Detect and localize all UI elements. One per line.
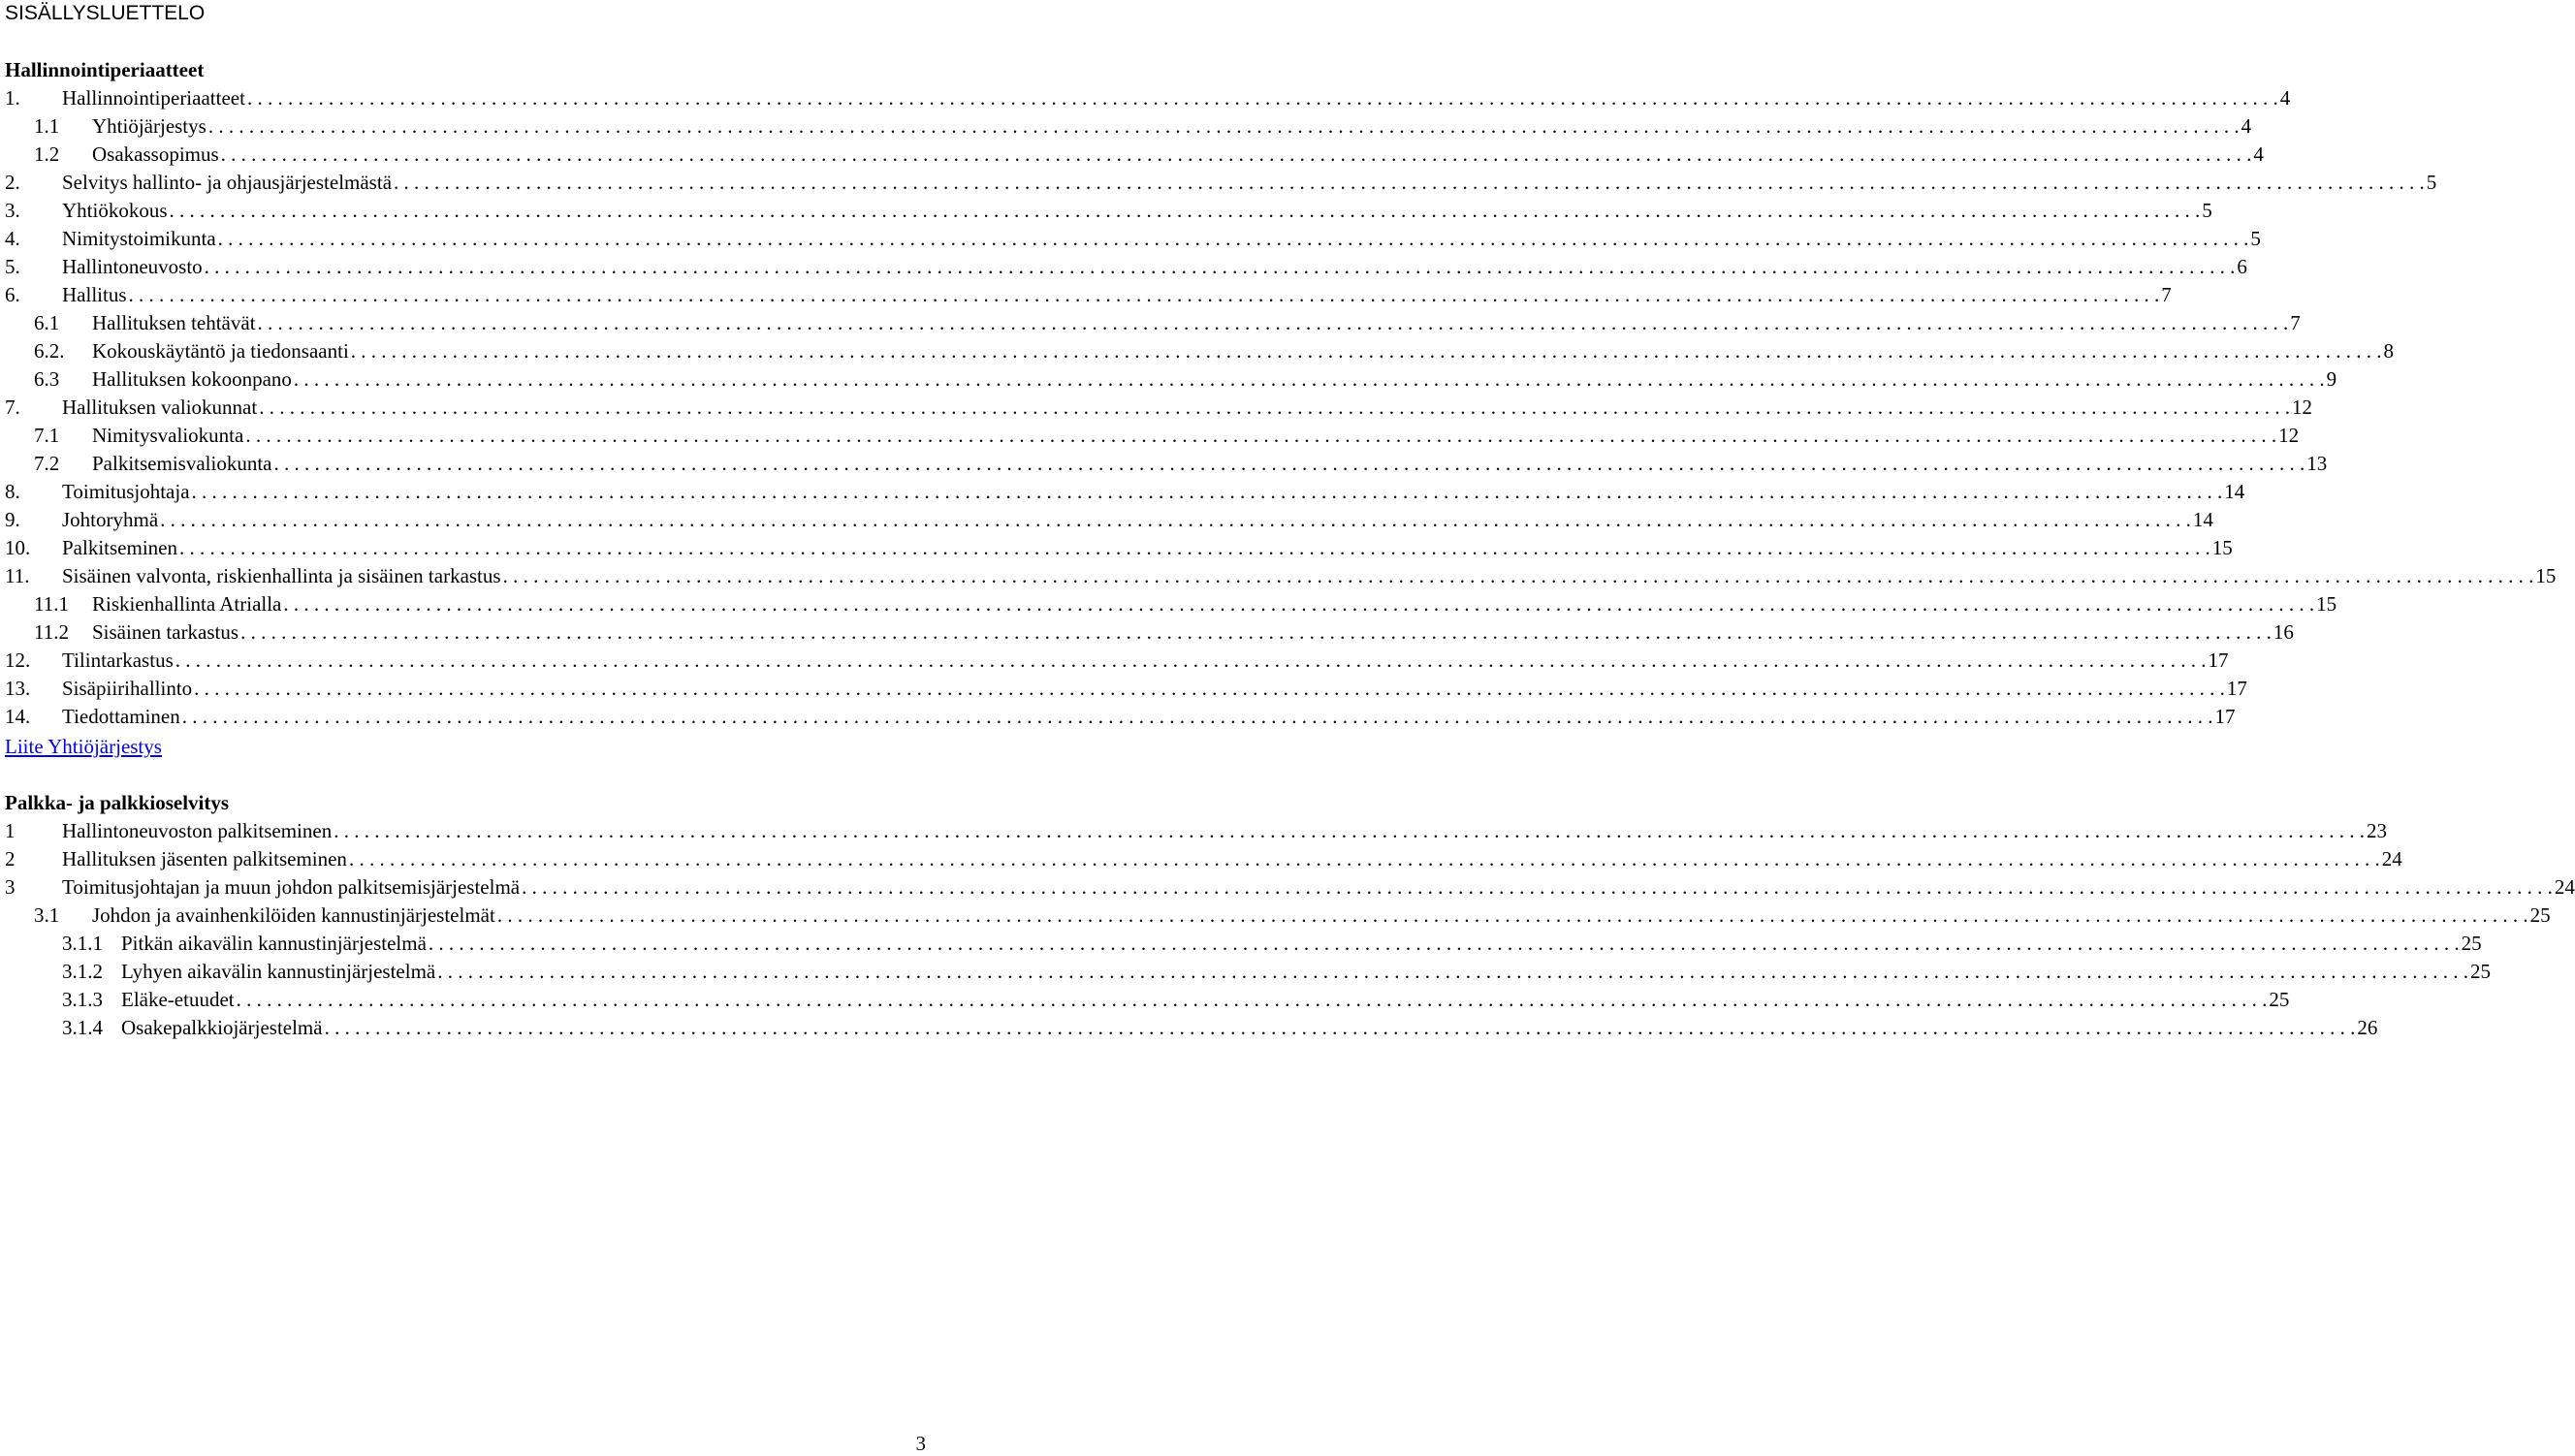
toc-entry-title: Hallituksen jäsenten palkitseminen	[62, 847, 347, 870]
dot-leader: . . . . . . . . . . . . . . . . . . . . . . . . . . . . . . . . . . . . . . . . . . . . . . . . . . . . . . . . . . . . . . . . . . . . . . . . . . . . . . . . . . . . . . . . . . . . . . . . . . . . . . . . . . . . . . . . . . . . . . . . . . . . . . . . . . . . . . . . . . . . . . . . . . . . . . . . . . . . . . . . . . . . . . . . . . . . . . . . . . . . . . . . . . . . . . . . . . . . . . . .	[194, 677, 2225, 700]
toc-entry-title: Eläke-etuudet	[121, 988, 235, 1011]
toc-entry-title: Selvitys hallinto- ja ohjausjärjestelmästä	[62, 171, 393, 194]
toc-entry-page: 7	[2290, 311, 2301, 334]
toc-entry-title: Pitkän aikavälin kannustinjärjestelmä	[121, 932, 427, 955]
toc-entry-page: 13	[2306, 452, 2328, 475]
toc-entry[interactable]	[5, 535, 2233, 563]
toc-entry[interactable]	[5, 987, 2290, 1015]
toc-entry-number: 4.	[5, 227, 20, 250]
toc-entry-page: 14	[2192, 508, 2213, 531]
toc-entry-title: Nimitysvaliokunta	[92, 424, 244, 447]
toc-entry-number: 7.1	[34, 424, 60, 447]
toc-entry-page: 4	[2241, 114, 2252, 138]
toc-entry[interactable]	[5, 254, 2247, 282]
toc-entry-page: 5	[2202, 199, 2212, 222]
toc-entry-title: Palkitseminen	[62, 536, 177, 559]
toc-entry-page: 24	[2554, 875, 2575, 899]
toc-entry-number: 11.2	[34, 620, 69, 644]
toc-entry-title: Osakepalkkiojärjestelmä	[121, 1016, 323, 1039]
toc-entry-number: 14.	[5, 705, 31, 728]
toc-entry-page: 17	[2226, 677, 2247, 700]
toc-entry[interactable]	[5, 1015, 2378, 1043]
dot-leader: . . . . . . . . . . . . . . . . . . . . . . . . . . . . . . . . . . . . . . . . . . . . . . . . . . . . . . . . . . . . . . . . . . . . . . . . . . . . . . . . . . . . . . . . . . . . . . . . . . . . . . . . . . . . . . . . . . . . . . . . . . . . . . . . . . . . . . . . . . . . . . . . . . . . . . . . . . . . . . . . . . . . . . . . . . . . . . . . . . . . . . . . . . . . . . . . . . . . . . . .	[179, 536, 2210, 559]
toc-entry[interactable]	[5, 704, 2236, 732]
toc-entry-title: Hallituksen valiokunnat	[62, 396, 258, 419]
section-title-remuneration: Palkka- ja palkkioselvitys	[5, 791, 230, 814]
toc-entry-page: 26	[2357, 1016, 2378, 1039]
toc-entry-number: 1.	[5, 86, 20, 110]
toc-entry-title: Johdon ja avainhenkilöiden kannustinjärjestelmät	[92, 903, 495, 927]
toc-entry[interactable]	[5, 818, 2387, 846]
page-number: 3	[915, 1432, 926, 1455]
dot-leader: . . . . . . . . . . . . . . . . . . . . . . . . . . . . . . . . . . . . . . . . . . . . . . . . . . . . . . . . . . . . . . . . . . . . . . . . . . . . . . . . . . . . . . . . . . . . . . . . . . . . . . . . . . . . . . . . . . . . . . . . . . . . . . . . . . . . . . . . . . . . . . . . . . . . . . . . . . . . . . . . . . . . . . . . . . . . . . . . . . . . . . . . . . . . . . . . . . . . . . . .	[240, 620, 2272, 644]
toc-entry-title: Hallituksen kokoonpano	[92, 367, 292, 391]
dot-leader: . . . . . . . . . . . . . . . . . . . . . . . . . . . . . . . . . . . . . . . . . . . . . . . . . . . . . . . . . . . . . . . . . . . . . . . . . . . . . . . . . . . . . . . . . . . . . . . . . . . . . . . . . . . . . . . . . . . . . . . . . . . . . . . . . . . . . . . . . . . . . . . . . . . . . . . . . . . . . . . . . . . . . . . . . . . . . . . . . . . . . . . . . . . . . . . . . . . . . . . .	[428, 932, 2460, 955]
toc-entry-title: Yhtiöjärjestys	[92, 114, 207, 138]
toc-entry[interactable]	[5, 874, 2575, 902]
toc-entry-page: 17	[2214, 705, 2236, 728]
dot-leader: . . . . . . . . . . . . . . . . . . . . . . . . . . . . . . . . . . . . . . . . . . . . . . . . . . . . . . . . . . . . . . . . . . . . . . . . . . . . . . . . . . . . . . . . . . . . . . . . . . . . . . . . . . . . . . . . . . . . . . . . . . . . . . . . . . . . . . . . . . . . . . . . . . . . . . . . . . . . . . . . . . . . . . . . . . . . . . . . . . . . . . . . . . . . . . . . . . . . . . . .	[394, 171, 2425, 194]
toc-entry-page: 12	[2278, 424, 2300, 447]
toc-entry[interactable]	[5, 423, 2300, 451]
toc-entry-number: 1.2	[34, 142, 60, 166]
dot-leader: . . . . . . . . . . . . . . . . . . . . . . . . . . . . . . . . . . . . . . . . . . . . . . . . . . . . . . . . . . . . . . . . . . . . . . . . . . . . . . . . . . . . . . . . . . . . . . . . . . . . . . . . . . . . . . . . . . . . . . . . . . . . . . . . . . . . . . . . . . . . . . . . . . . . . . . . . . . . . . . . . . . . . . . . . . . . . . . . . . . . . . . . . . . . . . . . . . . . . . . .	[128, 283, 2160, 306]
toc-entry[interactable]	[5, 310, 2301, 338]
toc-entry-title: Toimitusjohtaja	[62, 480, 190, 503]
toc-entry-number: 6.	[5, 283, 20, 306]
dot-leader: . . . . . . . . . . . . . . . . . . . . . . . . . . . . . . . . . . . . . . . . . . . . . . . . . . . . . . . . . . . . . . . . . . . . . . . . . . . . . . . . . . . . . . . . . . . . . . . . . . . . . . . . . . . . . . . . . . . . . . . . . . . . . . . . . . . . . . . . . . . . . . . . . . . . . . . . . . . . . . . . . . . . . . . . . . . . . . . . . . . . . . . . . . . . . . . . . . . . . . . .	[245, 424, 2277, 447]
toc-entry-title: Tilintarkastus	[62, 649, 174, 672]
toc-entry-page: 15	[2316, 592, 2337, 616]
toc-entry[interactable]	[5, 619, 2294, 648]
toc-entry-number: 2	[5, 847, 16, 870]
toc-entry[interactable]	[5, 198, 2212, 226]
dot-leader: . . . . . . . . . . . . . . . . . . . . . . . . . . . . . . . . . . . . . . . . . . . . . . . . . . . . . . . . . . . . . . . . . . . . . . . . . . . . . . . . . . . . . . . . . . . . . . . . . . . . . . . . . . . . . . . . . . . . . . . . . . . . . . . . . . . . . . . . . . . . . . . . . . . . . . . . . . . . . . . . . . . . . . . . . . . . . . . . . . . . . . . . . . . . . . . . . . . . . . . .	[334, 819, 2365, 842]
dot-leader: . . . . . . . . . . . . . . . . . . . . . . . . . . . . . . . . . . . . . . . . . . . . . . . . . . . . . . . . . . . . . . . . . . . . . . . . . . . . . . . . . . . . . . . . . . . . . . . . . . . . . . . . . . . . . . . . . . . . . . . . . . . . . . . . . . . . . . . . . . . . . . . . . . . . . . . . . . . . . . . . . . . . . . . . . . . . . . . . . . . . . . . . . . . . . . . . . . . . . . . .	[273, 452, 2305, 475]
dot-leader: . . . . . . . . . . . . . . . . . . . . . . . . . . . . . . . . . . . . . . . . . . . . . . . . . . . . . . . . . . . . . . . . . . . . . . . . . . . . . . . . . . . . . . . . . . . . . . . . . . . . . . . . . . . . . . . . . . . . . . . . . . . . . . . . . . . . . . . . . . . . . . . . . . . . . . . . . . . . . . . . . . . . . . . . . . . . . . . . . . . . . . . . . . . . . . . . . . . . . . . .	[350, 339, 2382, 363]
toc-entry-number: 6.3	[34, 367, 60, 391]
toc-entry-page: 17	[2208, 649, 2229, 672]
toc-entry[interactable]	[5, 591, 2337, 619]
toc-entry-title: Sisäinen tarkastus	[92, 620, 239, 644]
toc-entry-title: Hallinnointiperiaatteet	[62, 86, 245, 110]
toc-entry[interactable]	[5, 931, 2482, 959]
dot-leader: . . . . . . . . . . . . . . . . . . . . . . . . . . . . . . . . . . . . . . . . . . . . . . . . . . . . . . . . . . . . . . . . . . . . . . . . . . . . . . . . . . . . . . . . . . . . . . . . . . . . . . . . . . . . . . . . . . . . . . . . . . . . . . . . . . . . . . . . . . . . . . . . . . . . . . . . . . . . . . . . . . . . . . . . . . . . . . . . . . . . . . . . . . . . . . . . . . . . . . . .	[259, 396, 2290, 419]
toc-entry[interactable]	[5, 479, 2245, 507]
dot-leader: . . . . . . . . . . . . . . . . . . . . . . . . . . . . . . . . . . . . . . . . . . . . . . . . . . . . . . . . . . . . . . . . . . . . . . . . . . . . . . . . . . . . . . . . . . . . . . . . . . . . . . . . . . . . . . . . . . . . . . . . . . . . . . . . . . . . . . . . . . . . . . . . . . . . . . . . . . . . . . . . . . . . . . . . . . . . . . . . . . . . . . . . . . . . . . . . . . . . . . . .	[324, 1016, 2356, 1039]
toc-entry-title: Sisäinen valvonta, riskienhallinta ja sisäinen tarkastus	[62, 564, 501, 587]
dot-leader: . . . . . . . . . . . . . . . . . . . . . . . . . . . . . . . . . . . . . . . . . . . . . . . . . . . . . . . . . . . . . . . . . . . . . . . . . . . . . . . . . . . . . . . . . . . . . . . . . . . . . . . . . . . . . . . . . . . . . . . . . . . . . . . . . . . . . . . . . . . . . . . . . . . . . . . . . . . . . . . . . . . . . . . . . . . . . . . . . . . . . . . . . . . . . . . . . . . . . . . .	[496, 903, 2528, 927]
toc-entry-title: Nimitystoimikunta	[62, 227, 216, 250]
toc-entry-number: 3.1.1	[62, 932, 103, 955]
toc-entry-number: 3.1.2	[62, 960, 103, 983]
dot-leader: . . . . . . . . . . . . . . . . . . . . . . . . . . . . . . . . . . . . . . . . . . . . . . . . . . . . . . . . . . . . . . . . . . . . . . . . . . . . . . . . . . . . . . . . . . . . . . . . . . . . . . . . . . . . . . . . . . . . . . . . . . . . . . . . . . . . . . . . . . . . . . . . . . . . . . . . . . . . . . . . . . . . . . . . . . . . . . . . . . . . . . . . . . . . . . . . . . . . . . . .	[217, 227, 2249, 250]
toc-entry[interactable]	[5, 846, 2402, 874]
toc-entry-title: Yhtiökokous	[62, 199, 168, 222]
toc-entry-page: 9	[2326, 367, 2337, 391]
toc-entry-title: Sisäpiirihallinto	[62, 677, 193, 700]
toc-entry-number: 2.	[5, 171, 20, 194]
toc-entry-page: 12	[2291, 396, 2312, 419]
toc-entry[interactable]	[5, 676, 2247, 704]
dot-leader: . . . . . . . . . . . . . . . . . . . . . . . . . . . . . . . . . . . . . . . . . . . . . . . . . . . . . . . . . . . . . . . . . . . . . . . . . . . . . . . . . . . . . . . . . . . . . . . . . . . . . . . . . . . . . . . . . . . . . . . . . . . . . . . . . . . . . . . . . . . . . . . . . . . . . . . . . . . . . . . . . . . . . . . . . . . . . . . . . . . . . . . . . . . . . . . . . . . . . . . .	[236, 988, 2268, 1011]
toc-entry[interactable]	[5, 226, 2261, 254]
toc-entry-number: 13.	[5, 677, 31, 700]
dot-leader: . . . . . . . . . . . . . . . . . . . . . . . . . . . . . . . . . . . . . . . . . . . . . . . . . . . . . . . . . . . . . . . . . . . . . . . . . . . . . . . . . . . . . . . . . . . . . . . . . . . . . . . . . . . . . . . . . . . . . . . . . . . . . . . . . . . . . . . . . . . . . . . . . . . . . . . . . . . . . . . . . . . . . . . . . . . . . . . . . . . . . . . . . . . . . . . . . . . . . . . .	[220, 142, 2252, 166]
toc-entry[interactable]	[5, 113, 2252, 142]
toc-entry-page: 5	[2426, 171, 2437, 194]
toc-entry-number: 3.1.4	[62, 1016, 103, 1039]
section-title-governance: Hallinnointiperiaatteet	[5, 58, 205, 81]
toc-entry-title: Kokouskäytäntö ja tiedonsaanti	[92, 339, 349, 363]
dot-leader: . . . . . . . . . . . . . . . . . . . . . . . . . . . . . . . . . . . . . . . . . . . . . . . . . . . . . . . . . . . . . . . . . . . . . . . . . . . . . . . . . . . . . . . . . . . . . . . . . . . . . . . . . . . . . . . . . . . . . . . . . . . . . . . . . . . . . . . . . . . . . . . . . . . . . . . . . . . . . . . . . . . . . . . . . . . . . . . . . . . . . . . . . . . . . . . . . . . . . . . .	[246, 86, 2278, 110]
dot-leader: . . . . . . . . . . . . . . . . . . . . . . . . . . . . . . . . . . . . . . . . . . . . . . . . . . . . . . . . . . . . . . . . . . . . . . . . . . . . . . . . . . . . . . . . . . . . . . . . . . . . . . . . . . . . . . . . . . . . . . . . . . . . . . . . . . . . . . . . . . . . . . . . . . . . . . . . . . . . . . . . . . . . . . . . . . . . . . . . . . . . . . . . . . . . . . . . . . . . . . . .	[257, 311, 2289, 334]
toc-entry-page: 4	[2279, 86, 2291, 110]
toc-entry[interactable]	[5, 338, 2395, 366]
dot-leader: . . . . . . . . . . . . . . . . . . . . . . . . . . . . . . . . . . . . . . . . . . . . . . . . . . . . . . . . . . . . . . . . . . . . . . . . . . . . . . . . . . . . . . . . . . . . . . . . . . . . . . . . . . . . . . . . . . . . . . . . . . . . . . . . . . . . . . . . . . . . . . . . . . . . . . . . . . . . . . . . . . . . . . . . . . . . . . . . . . . . . . . . . . . . . . . . . . . . . . . .	[204, 255, 2236, 278]
toc-entry[interactable]	[5, 648, 2229, 676]
toc-entry-number: 11.1	[34, 592, 69, 616]
dot-leader: . . . . . . . . . . . . . . . . . . . . . . . . . . . . . . . . . . . . . . . . . . . . . . . . . . . . . . . . . . . . . . . . . . . . . . . . . . . . . . . . . . . . . . . . . . . . . . . . . . . . . . . . . . . . . . . . . . . . . . . . . . . . . . . . . . . . . . . . . . . . . . . . . . . . . . . . . . . . . . . . . . . . . . . . . . . . . . . . . . . . . . . . . . . . . . . . . . . . . . . .	[348, 847, 2380, 870]
toc-entry-title: Lyhyen aikavälin kannustinjärjestelmä	[121, 960, 436, 983]
toc-entry-number: 7.	[5, 396, 20, 419]
toc-entry-number: 1.1	[34, 114, 60, 138]
toc-entry-page: 8	[2383, 339, 2395, 363]
toc-entry-page: 25	[2269, 988, 2290, 1011]
dot-leader: . . . . . . . . . . . . . . . . . . . . . . . . . . . . . . . . . . . . . . . . . . . . . . . . . . . . . . . . . . . . . . . . . . . . . . . . . . . . . . . . . . . . . . . . . . . . . . . . . . . . . . . . . . . . . . . . . . . . . . . . . . . . . . . . . . . . . . . . . . . . . . . . . . . . . . . . . . . . . . . . . . . . . . . . . . . . . . . . . . . . . . . . . . . . . . . . . . . . . . . .	[502, 564, 2534, 587]
toc-entry-page: 25	[2470, 960, 2491, 983]
toc-entry-page: 23	[2366, 819, 2387, 842]
toc-entry-number: 9.	[5, 508, 20, 531]
toc-entry[interactable]	[5, 902, 2551, 931]
toc-entry[interactable]	[5, 507, 2213, 535]
toc-entry-title: Johtoryhmä	[62, 508, 159, 531]
dot-leader: . . . . . . . . . . . . . . . . . . . . . . . . . . . . . . . . . . . . . . . . . . . . . . . . . . . . . . . . . . . . . . . . . . . . . . . . . . . . . . . . . . . . . . . . . . . . . . . . . . . . . . . . . . . . . . . . . . . . . . . . . . . . . . . . . . . . . . . . . . . . . . . . . . . . . . . . . . . . . . . . . . . . . . . . . . . . . . . . . . . . . . . . . . . . . . . . . . . . . . . .	[283, 592, 2315, 616]
toc-entry-page: 25	[2529, 903, 2551, 927]
dot-leader: . . . . . . . . . . . . . . . . . . . . . . . . . . . . . . . . . . . . . . . . . . . . . . . . . . . . . . . . . . . . . . . . . . . . . . . . . . . . . . . . . . . . . . . . . . . . . . . . . . . . . . . . . . . . . . . . . . . . . . . . . . . . . . . . . . . . . . . . . . . . . . . . . . . . . . . . . . . . . . . . . . . . . . . . . . . . . . . . . . . . . . . . . . . . . . . . . . . . . . . .	[169, 199, 2201, 222]
toc-entry-page: 6	[2237, 255, 2247, 278]
toc-entry-title: Hallitus	[62, 283, 127, 306]
toc-entry-title: Toimitusjohtajan ja muun johdon palkitsemisjärjestelmä	[62, 875, 521, 899]
document-heading: SISÄLLYSLUETTELO	[5, 2, 206, 24]
toc-entry-title: Riskienhallinta Atrialla	[92, 592, 282, 616]
toc-entry[interactable]	[5, 366, 2337, 395]
toc-entry-number: 6.2.	[34, 339, 65, 363]
toc-entry-number: 3	[5, 875, 16, 899]
toc-entry-title: Hallintoneuvosto	[62, 255, 203, 278]
dot-leader: . . . . . . . . . . . . . . . . . . . . . . . . . . . . . . . . . . . . . . . . . . . . . . . . . . . . . . . . . . . . . . . . . . . . . . . . . . . . . . . . . . . . . . . . . . . . . . . . . . . . . . . . . . . . . . . . . . . . . . . . . . . . . . . . . . . . . . . . . . . . . . . . . . . . . . . . . . . . . . . . . . . . . . . . . . . . . . . . . . . . . . . . . . . . . . . . . . . . . . . .	[181, 705, 2213, 728]
toc-entry-number: 3.	[5, 199, 20, 222]
toc-entry-title: Palkitsemisvaliokunta	[92, 452, 272, 475]
toc-entry-page: 16	[2273, 620, 2294, 644]
toc-entry-number: 3.1	[34, 903, 60, 927]
toc-entry-number: 11.	[5, 564, 30, 587]
appendix-link[interactable]: Liite Yhtiöjärjestys	[5, 735, 162, 758]
toc-entry-number: 10.	[5, 536, 31, 559]
dot-leader: . . . . . . . . . . . . . . . . . . . . . . . . . . . . . . . . . . . . . . . . . . . . . . . . . . . . . . . . . . . . . . . . . . . . . . . . . . . . . . . . . . . . . . . . . . . . . . . . . . . . . . . . . . . . . . . . . . . . . . . . . . . . . . . . . . . . . . . . . . . . . . . . . . . . . . . . . . . . . . . . . . . . . . . . . . . . . . . . . . . . . . . . . . . . . . . . . . . . . . . .	[175, 649, 2207, 672]
toc-entry-number: 8.	[5, 480, 20, 503]
toc-entry-title: Hallintoneuvoston palkitseminen	[62, 819, 333, 842]
toc-entry-number: 3.1.3	[62, 988, 103, 1011]
toc-entry-page: 14	[2224, 480, 2245, 503]
dot-leader: . . . . . . . . . . . . . . . . . . . . . . . . . . . . . . . . . . . . . . . . . . . . . . . . . . . . . . . . . . . . . . . . . . . . . . . . . . . . . . . . . . . . . . . . . . . . . . . . . . . . . . . . . . . . . . . . . . . . . . . . . . . . . . . . . . . . . . . . . . . . . . . . . . . . . . . . . . . . . . . . . . . . . . . . . . . . . . . . . . . . . . . . . . . . . . . . . . . . . . . .	[207, 114, 2240, 138]
dot-leader: . . . . . . . . . . . . . . . . . . . . . . . . . . . . . . . . . . . . . . . . . . . . . . . . . . . . . . . . . . . . . . . . . . . . . . . . . . . . . . . . . . . . . . . . . . . . . . . . . . . . . . . . . . . . . . . . . . . . . . . . . . . . . . . . . . . . . . . . . . . . . . . . . . . . . . . . . . . . . . . . . . . . . . . . . . . . . . . . . . . . . . . . . . . . . . . . . . . . . . . .	[293, 367, 2325, 391]
toc-entry-page: 5	[2250, 227, 2261, 250]
toc-entry[interactable]	[5, 142, 2264, 170]
toc-entry[interactable]	[5, 563, 2557, 591]
toc-entry-page: 15	[2211, 536, 2233, 559]
toc-entry-number: 5.	[5, 255, 20, 278]
dot-leader: . . . . . . . . . . . . . . . . . . . . . . . . . . . . . . . . . . . . . . . . . . . . . . . . . . . . . . . . . . . . . . . . . . . . . . . . . . . . . . . . . . . . . . . . . . . . . . . . . . . . . . . . . . . . . . . . . . . . . . . . . . . . . . . . . . . . . . . . . . . . . . . . . . . . . . . . . . . . . . . . . . . . . . . . . . . . . . . . . . . . . . . . . . . . . . . . . . . . . . . .	[160, 508, 2191, 531]
toc-entry[interactable]	[5, 451, 2328, 479]
toc-entry-page: 24	[2381, 847, 2402, 870]
toc-entry-page: 7	[2161, 283, 2172, 306]
toc-entry[interactable]	[5, 170, 2437, 198]
dot-leader: . . . . . . . . . . . . . . . . . . . . . . . . . . . . . . . . . . . . . . . . . . . . . . . . . . . . . . . . . . . . . . . . . . . . . . . . . . . . . . . . . . . . . . . . . . . . . . . . . . . . . . . . . . . . . . . . . . . . . . . . . . . . . . . . . . . . . . . . . . . . . . . . . . . . . . . . . . . . . . . . . . . . . . . . . . . . . . . . . . . . . . . . . . . . . . . . . . . . . . . .	[522, 875, 2553, 899]
toc-entry[interactable]	[5, 395, 2312, 423]
toc-entry[interactable]	[5, 959, 2491, 987]
toc-entry-number: 7.2	[34, 452, 60, 475]
toc-entry-page: 4	[2253, 142, 2264, 166]
toc-entry-number: 6.1	[34, 311, 60, 334]
toc-entry-page: 15	[2535, 564, 2557, 587]
toc-entry-number: 1	[5, 819, 16, 842]
toc-entry[interactable]	[5, 282, 2172, 310]
toc-entry-title: Tiedottaminen	[62, 705, 180, 728]
dot-leader: . . . . . . . . . . . . . . . . . . . . . . . . . . . . . . . . . . . . . . . . . . . . . . . . . . . . . . . . . . . . . . . . . . . . . . . . . . . . . . . . . . . . . . . . . . . . . . . . . . . . . . . . . . . . . . . . . . . . . . . . . . . . . . . . . . . . . . . . . . . . . . . . . . . . . . . . . . . . . . . . . . . . . . . . . . . . . . . . . . . . . . . . . . . . . . . . . . . . . . . .	[191, 480, 2223, 503]
toc-entry-number: 12.	[5, 649, 31, 672]
toc-entry-title: Hallituksen tehtävät	[92, 311, 256, 334]
dot-leader: . . . . . . . . . . . . . . . . . . . . . . . . . . . . . . . . . . . . . . . . . . . . . . . . . . . . . . . . . . . . . . . . . . . . . . . . . . . . . . . . . . . . . . . . . . . . . . . . . . . . . . . . . . . . . . . . . . . . . . . . . . . . . . . . . . . . . . . . . . . . . . . . . . . . . . . . . . . . . . . . . . . . . . . . . . . . . . . . . . . . . . . . . . . . . . . . . . . . . . . .	[437, 960, 2468, 983]
toc-entry-page: 25	[2461, 932, 2482, 955]
toc-entry-title: Osakassopimus	[92, 142, 219, 166]
toc-entry[interactable]	[5, 85, 2291, 113]
